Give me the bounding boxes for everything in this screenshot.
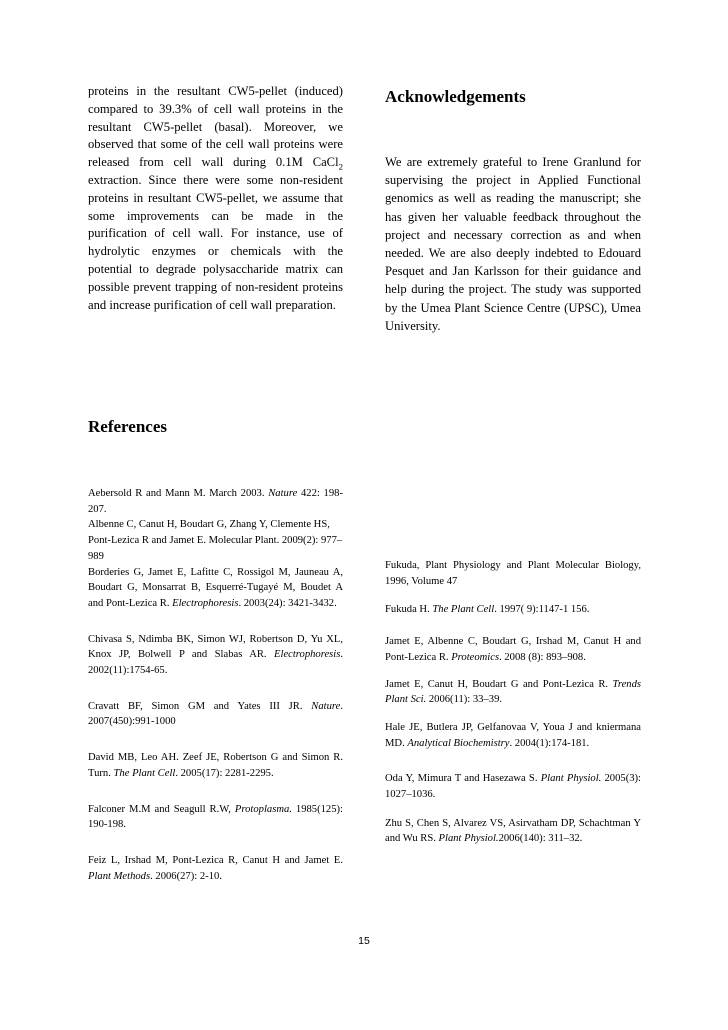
reference-entry: Hale JE, Butlera JP, Gelfanovaa V, Youa J and kniermana MD. Analytical Biochemistry. 2004(1):174-181. bbox=[385, 721, 641, 749]
references-left-column bbox=[88, 486, 343, 884]
reference-entry: Fukuda, Plant Physiology and Plant Molecular Biology, 1996, Volume 47 bbox=[385, 560, 641, 587]
reference-entry: Fukuda H. The Plant Cell. 1997( 9):1147-1 156. bbox=[385, 604, 590, 616]
reference-entry: Albenne C, Canut H, Boudart G, Zhang Y, Clemente HS, Pont-Lezica R and Jamet E. Molecular Plant. 2009(2): 977–989 bbox=[88, 519, 343, 562]
reference-entry: Cravatt BF, Simon GM and Yates III JR. Nature. 2007(450):991-1000 bbox=[88, 700, 343, 728]
body-text bbox=[88, 83, 343, 314]
reference-entry: Chivasa S, Ndimba BK, Simon WJ, Robertson D, Yu XL, Knox JP, Bolwell P and Slabas AR. Electrophoresis. 2002(11):1754-65. bbox=[88, 633, 343, 677]
reference-entry: Oda Y, Mimura T and Hasezawa S. Plant Physiol. 2005(3): 1027–1036. bbox=[385, 773, 641, 801]
acknowledgements-heading: Acknowledgements bbox=[385, 87, 526, 106]
reference-entry: Zhu S, Chen S, Alvarez VS, Asirvatham DP, Schachtman Y and Wu RS. Plant Physiol.2006(140): 311–32. bbox=[385, 817, 641, 845]
subscript: 2 bbox=[338, 161, 343, 172]
reference-entry: David MB, Leo AH. Zeef JE, Robertson G and Simon R. Turn. The Plant Cell. 2005(17): 2281-2295. bbox=[88, 752, 343, 779]
references-right-column bbox=[385, 558, 641, 847]
reference-entry: Borderies G, Jamet E, Lafitte C, Rossigol M, Jauneau A, Boudart G, Monsarrat B, Esquerré-Tugayé M, Boudet A and Pont-Lezica R. Electrophoresis. 2003(24): 3421-3432. bbox=[88, 566, 343, 609]
left-body-paragraph bbox=[88, 83, 343, 314]
body-text-part1: proteins in the resultant CW5-pellet (induced) compared to 39.3% of cell wall proteins in the resultant CW5-pellet (basal). Moreover, we observed that some of the cell wall proteins were released from cell wall during 0.1M CaCl bbox=[88, 84, 343, 170]
references-heading: References bbox=[88, 417, 167, 436]
acknowledgements-text: We are extremely grateful to Irene Granlund for supervising the project in Applied Functional genomics as well as reading the manuscript; she has given her valuable feedback throughout the project and necessary correction as and when needed. We are also deeply indebted to Edouard Pesquet and Jan Karlsson for their guidance and help during the project. The study was supported by the Umea Plant Science Centre (UPSC), Umea University. bbox=[385, 155, 641, 333]
acknowledgements-section bbox=[385, 153, 641, 335]
reference-entry: Jamet E, Canut H, Boudart G and Pont-Lezica R. Trends Plant Sci. 2006(11): 33–39. bbox=[385, 678, 641, 706]
reference-entry: Falconer M.M and Seagull R.W, Protoplasma. 1985(125): 190-198. bbox=[88, 803, 343, 831]
page-number: 15 bbox=[358, 935, 370, 947]
reference-entry: Jamet E, Albenne C, Boudart G, Irshad M, Canut H and Pont-Lezica R. Proteomics. 2008 (8): 893–908. bbox=[385, 636, 641, 663]
body-text-part2: extraction. Since there were some non-resident proteins in resultant CW5-pellet, we assume that some improvements can be made in the purification of cell wall. For instance, use of hydrolytic enzymes or chemicals with the potential to degrade polysaccharide matrix can possible prevent trapping of non-resident proteins and increase purification of cell wall preparation. bbox=[88, 172, 343, 312]
reference-entry: Feiz L, Irshad M, Pont-Lezica R, Canut H and Jamet E. Plant Methods. 2006(27): 2-10. bbox=[88, 854, 343, 882]
reference-entry: Aebersold R and Mann M. March 2003. Nature 422: 198-207. bbox=[88, 488, 343, 515]
